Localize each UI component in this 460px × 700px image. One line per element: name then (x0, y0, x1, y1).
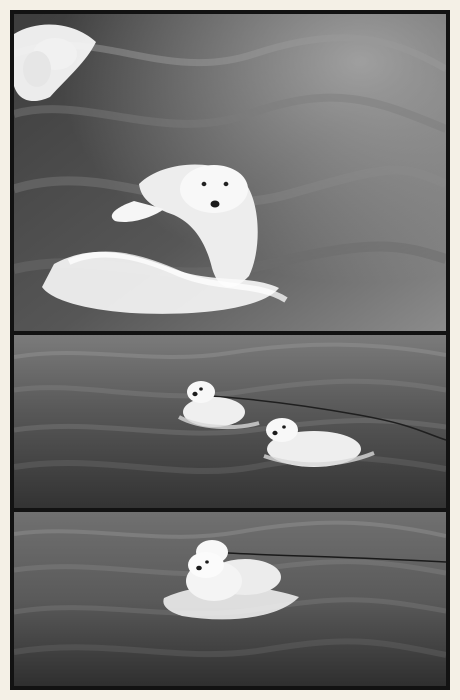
right-cub-nose (272, 431, 277, 435)
right-cub-head (266, 418, 298, 442)
center-bear-eye-right (224, 182, 229, 186)
right-cub-eye (282, 425, 286, 428)
center-bear-eye-left (202, 182, 207, 186)
left-cub-eye (199, 387, 203, 390)
front-bear-eye (205, 560, 209, 563)
front-bear-head (188, 552, 224, 578)
center-bear-nose (211, 201, 220, 208)
left-cub-head (187, 381, 215, 403)
bottom-photo (14, 512, 446, 686)
upper-left-bear-shoulder (23, 51, 51, 87)
middle-photo (14, 335, 446, 508)
top-photo-scene (14, 14, 446, 331)
front-bear-nose (196, 566, 202, 571)
bottom-photo-scene (14, 512, 446, 686)
middle-photo-scene (14, 335, 446, 508)
photo-frame (10, 10, 450, 690)
left-cub-nose (192, 392, 197, 396)
top-photo (14, 14, 446, 331)
